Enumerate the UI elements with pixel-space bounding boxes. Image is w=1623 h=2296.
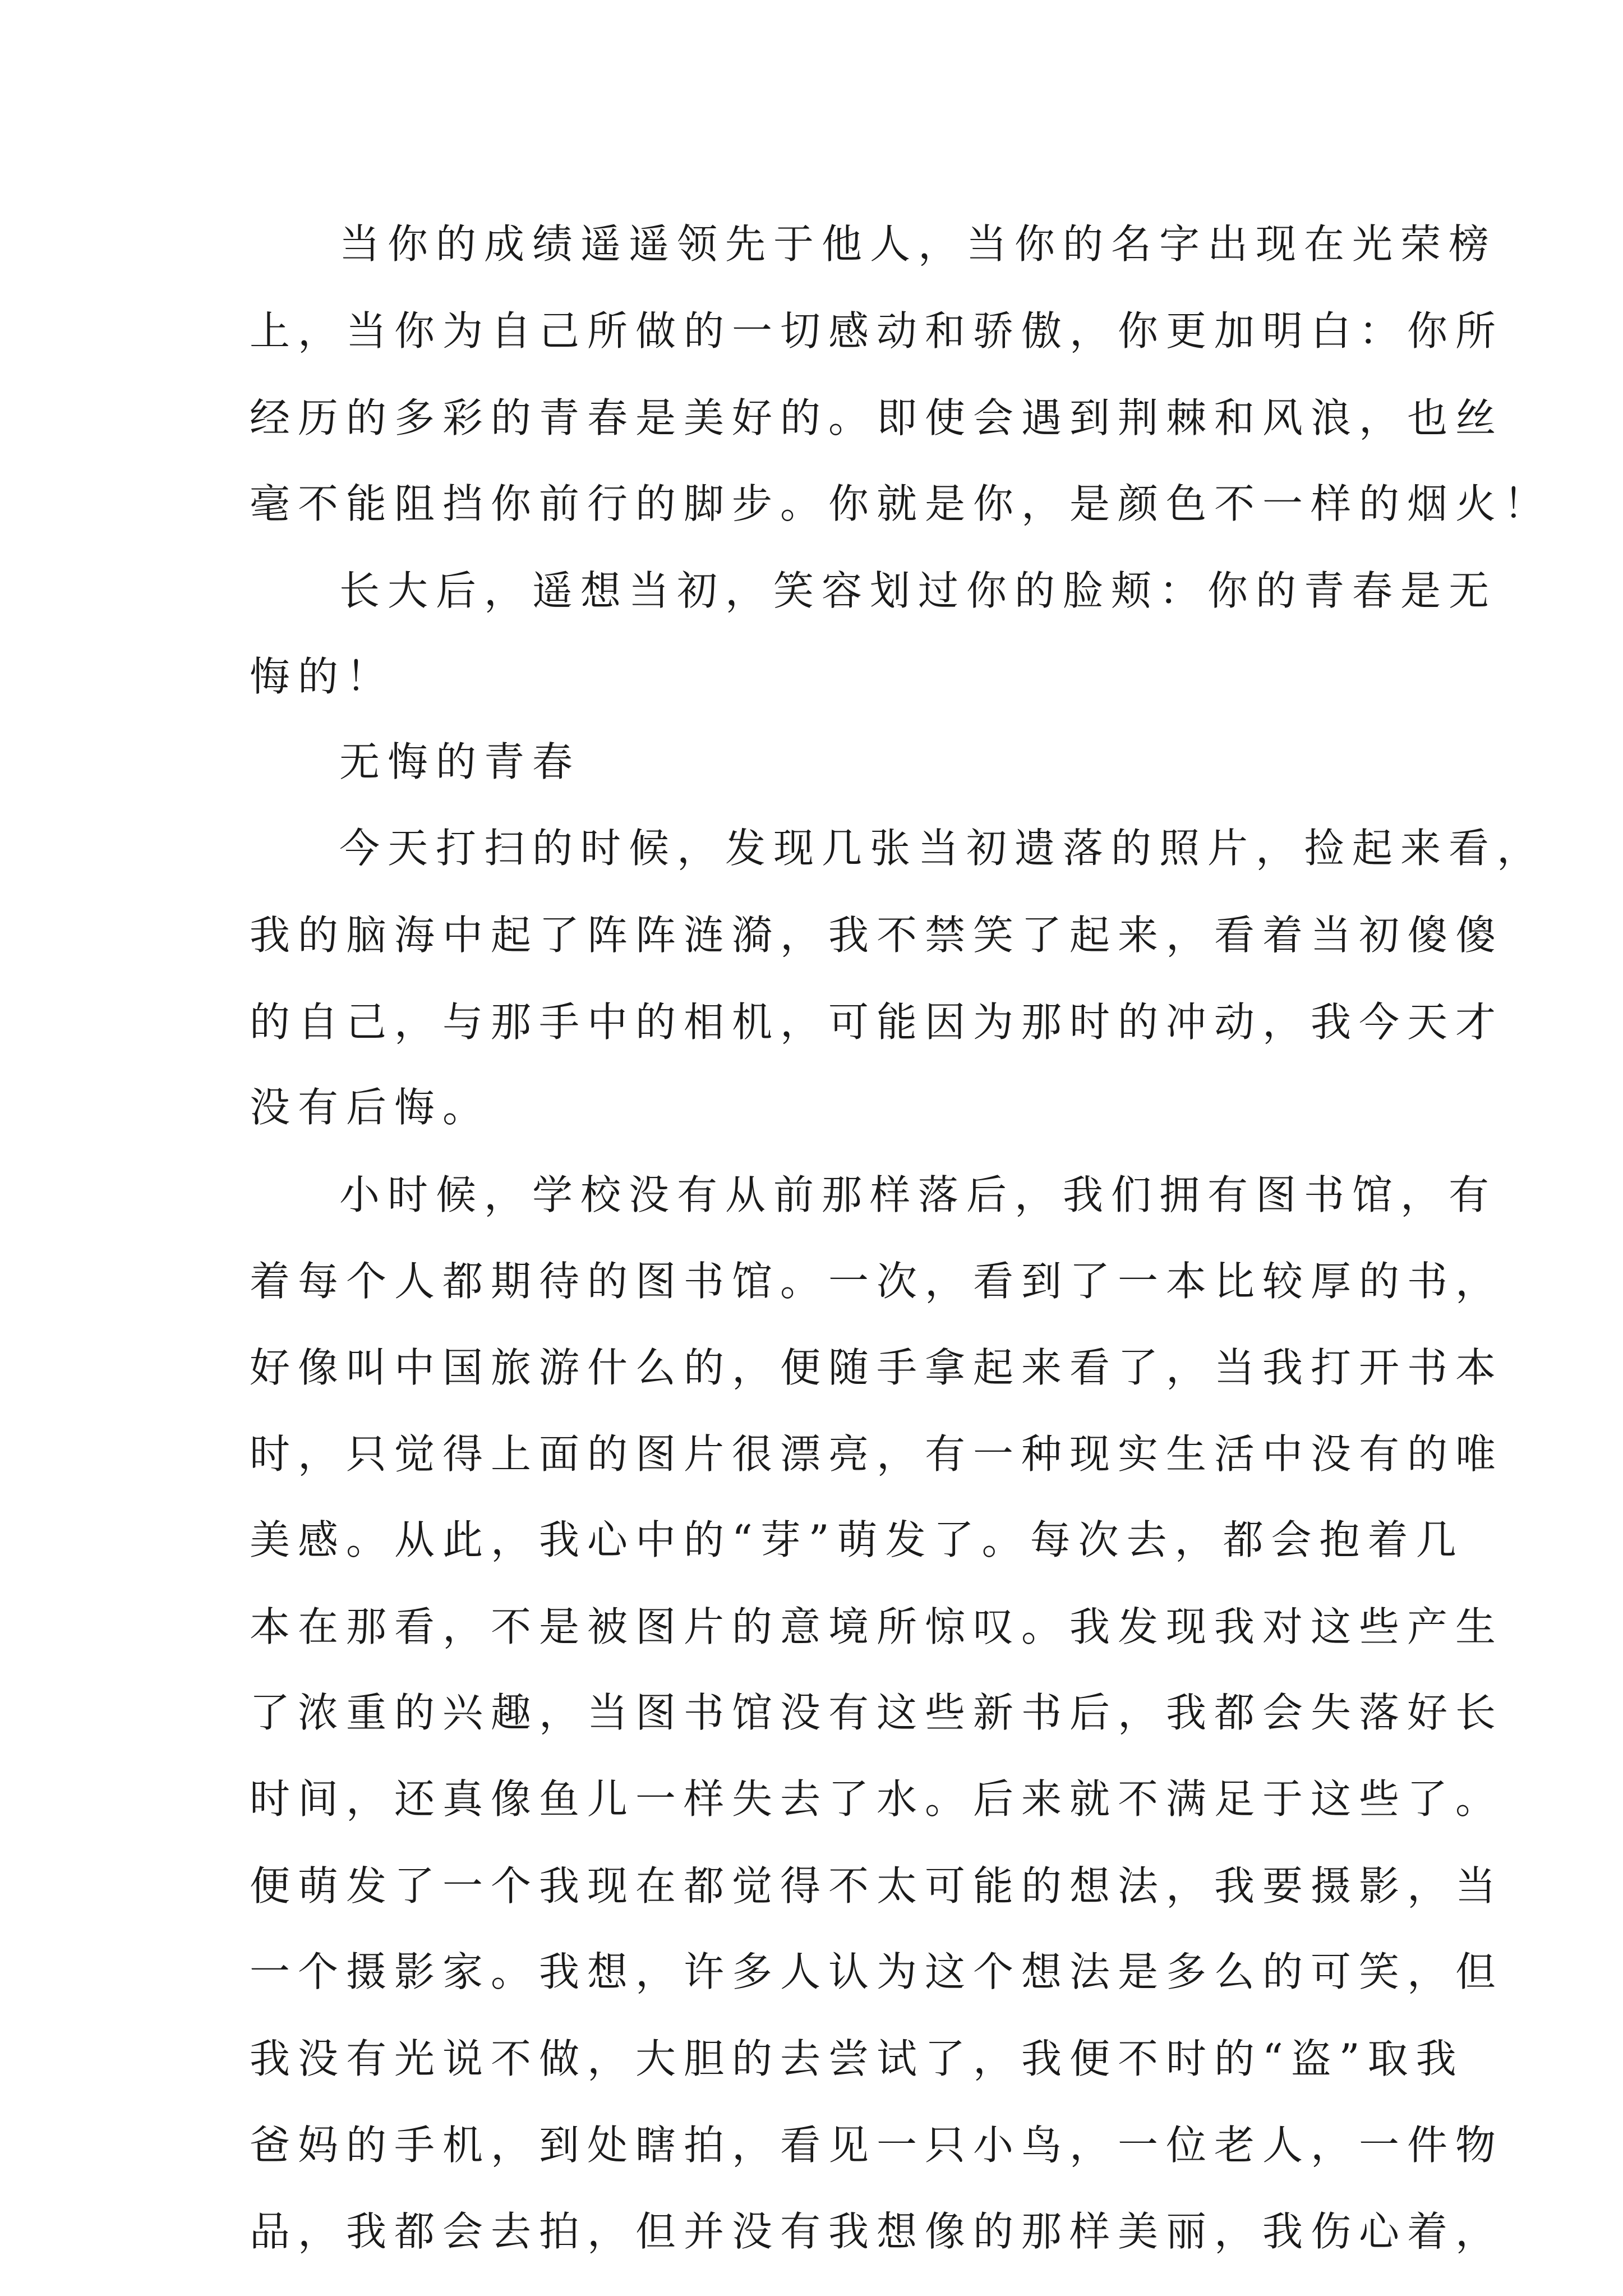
section-heading: 无悔的青春 bbox=[339, 738, 581, 785]
text-line: 本在那看，不是被图片的意境所惊叹。我发现我对这些产生 bbox=[250, 1603, 1504, 1650]
text-line: 上，当你为自己所做的一切感动和骄傲，你更加明白：你所 bbox=[250, 307, 1504, 355]
text-line: 时，只觉得上面的图片很漂亮，有一种现实生活中没有的唯 bbox=[250, 1430, 1504, 1478]
text-line: 长大后，遥想当初，笑容划过你的脸颊：你的青春是无 bbox=[339, 567, 1497, 614]
text-line: 好像叫中国旅游什么的，便随手拿起来看了，当我打开书本 bbox=[250, 1344, 1504, 1391]
text-line: 品，我都会去拍，但并没有我想像的那样美丽，我伤心着， bbox=[250, 2208, 1504, 2255]
text-line: 今天打扫的时候，发现几张当初遗落的照片，捡起来看， bbox=[339, 825, 1546, 872]
text-line: 了浓重的兴趣，当图书馆没有这些新书后，我都会失落好长 bbox=[250, 1689, 1504, 1736]
text-line: 没有后悔。 bbox=[250, 1084, 491, 1131]
text-line: 毫不能阻挡你前行的脚步。你就是你，是颜色不一样的烟火！ bbox=[250, 480, 1552, 527]
text-line: 便萌发了一个我现在都觉得不太可能的想法，我要摄影，当 bbox=[250, 1862, 1504, 1910]
text-line: 的自己，与那手中的相机，可能因为那时的冲动，我今天才 bbox=[250, 999, 1504, 1046]
text-line: 小时候，学校没有从前那样落后，我们拥有图书馆，有 bbox=[339, 1171, 1497, 1218]
text-line: 着每个人都期待的图书馆。一次，看到了一本比较厚的书， bbox=[250, 1258, 1504, 1305]
text-line: 经历的多彩的青春是美好的。即使会遇到荆棘和风浪，也丝 bbox=[250, 394, 1504, 441]
text-line: 当你的成绩遥遥领先于他人，当你的名字出现在光荣榜 bbox=[339, 220, 1497, 268]
text-line: 时间，还真像鱼儿一样失去了水。后来就不满足于这些了。 bbox=[250, 1775, 1504, 1823]
text-line: 我没有光说不做，大胆的去尝试了，我便不时的“盗”取我 bbox=[250, 2035, 1464, 2082]
text-line: 美感。从此，我心中的“芽”萌发了。每次去，都会抱着几 bbox=[250, 1516, 1464, 1563]
text-line: 悔的！ bbox=[250, 653, 395, 700]
text-line: 我的脑海中起了阵阵涟漪，我不禁笑了起来，看着当初傻傻 bbox=[250, 912, 1504, 959]
text-line: 一个摄影家。我想，许多人认为这个想法是多么的可笑，但 bbox=[250, 1948, 1504, 1995]
text-line: 爸妈的手机，到处瞎拍，看见一只小鸟，一位老人，一件物 bbox=[250, 2122, 1504, 2169]
